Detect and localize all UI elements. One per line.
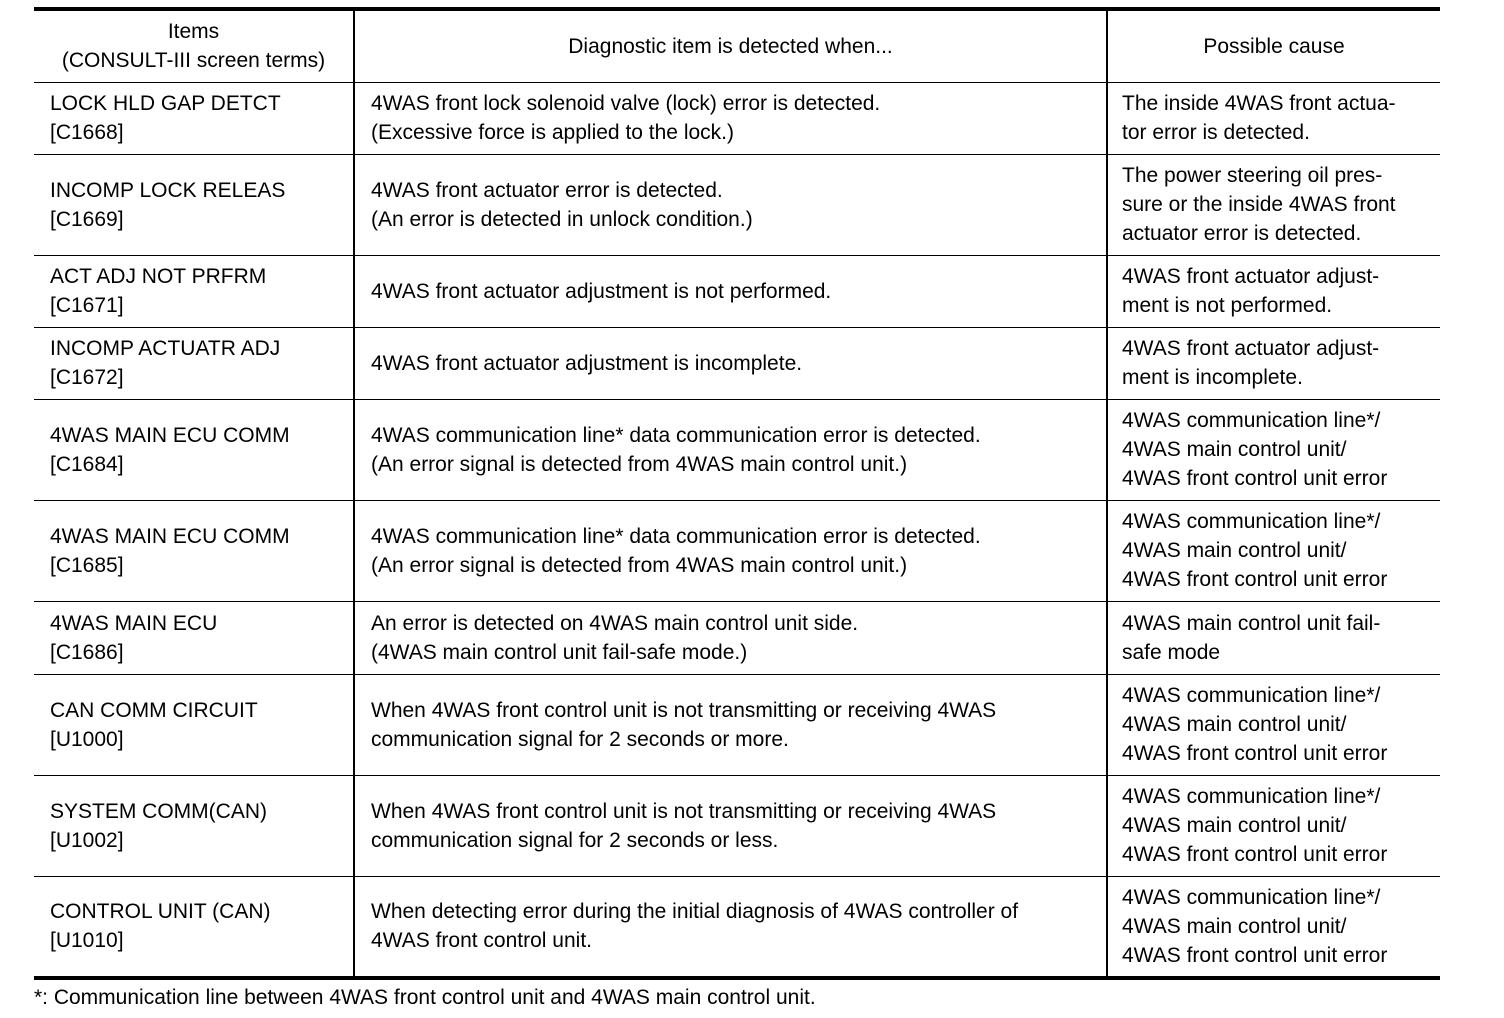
condition-line: communication signal for 2 seconds or less. [371, 828, 779, 852]
cause-cell [1107, 775, 1440, 876]
cause-cell [1107, 674, 1440, 775]
condition-line: 4WAS front actuator adjustment is incomplete. [371, 351, 803, 375]
condition-line: 4WAS front actuator adjustment is not performed. [371, 279, 832, 303]
condition-cell [354, 876, 1107, 978]
condition-cell [354, 399, 1107, 500]
item-cell [34, 775, 354, 876]
item-code: [U1002] [50, 828, 124, 852]
item-cell [34, 399, 354, 500]
header-items [34, 9, 354, 82]
cause-line: 4WAS main control unit/ [1122, 713, 1347, 736]
cause-line: 4WAS main control unit/ [1122, 438, 1347, 461]
cause-line: 4WAS front control unit error [1122, 568, 1388, 591]
cause-line: sure or the inside 4WAS front [1122, 193, 1396, 216]
item-name: 4WAS MAIN ECU COMM [50, 524, 290, 548]
item-name: INCOMP LOCK RELEAS [50, 178, 286, 202]
item-cell [34, 154, 354, 255]
header-possible-cause: Possible cause [1107, 9, 1440, 82]
cause-line: 4WAS communication line*/ [1122, 684, 1381, 707]
condition-line: (An error is detected in unlock condition.) [371, 207, 753, 231]
cause-cell [1107, 601, 1440, 674]
condition-line: An error is detected on 4WAS main control unit side. [371, 611, 859, 635]
condition-line: 4WAS communication line* data communication error is detected. [371, 524, 981, 548]
table-header [34, 9, 1440, 82]
cause-line: 4WAS main control unit/ [1122, 539, 1347, 562]
cause-line: 4WAS front control unit error [1122, 467, 1388, 490]
cause-line: 4WAS front control unit error [1122, 843, 1388, 866]
table-row [34, 876, 1440, 978]
item-name: CAN COMM CIRCUIT [50, 698, 258, 722]
cause-cell [1107, 399, 1440, 500]
item-cell [34, 500, 354, 601]
condition-line: 4WAS front actuator error is detected. [371, 178, 723, 202]
item-code: [U1010] [50, 929, 124, 953]
cause-cell [1107, 327, 1440, 399]
cause-line: The inside 4WAS front actua- [1122, 92, 1396, 115]
header-items-line2: (CONSULT-III screen terms) [61, 49, 326, 73]
cause-cell [1107, 255, 1440, 327]
condition-cell [354, 775, 1107, 876]
table-row [34, 601, 1440, 674]
item-code: [C1672] [50, 366, 124, 389]
table-row [34, 674, 1440, 775]
cause-line: 4WAS main control unit/ [1122, 914, 1347, 938]
cause-cell [1107, 154, 1440, 255]
item-name: 4WAS MAIN ECU COMM [50, 423, 290, 447]
item-name: CONTROL UNIT (CAN) [50, 900, 271, 924]
condition-cell [354, 154, 1107, 255]
item-cell [34, 82, 354, 154]
condition-cell [354, 500, 1107, 601]
condition-line: 4WAS front control unit. [371, 929, 592, 953]
item-cell [34, 674, 354, 775]
cause-line: 4WAS front actuator adjust- [1122, 337, 1380, 360]
cause-line: 4WAS main control unit/ [1122, 814, 1347, 837]
header-items-line1: Items [167, 20, 220, 44]
condition-cell [354, 255, 1107, 327]
item-cell [34, 601, 354, 674]
diagnosis-table [34, 7, 1440, 980]
condition-line: (Excessive force is applied to the lock.) [371, 121, 734, 144]
table-row [34, 399, 1440, 500]
condition-line: When 4WAS front control unit is not transmitting or receiving 4WAS [371, 698, 997, 722]
item-code: [U1000] [50, 727, 124, 751]
condition-line: (An error signal is detected from 4WAS main control unit.) [371, 452, 908, 476]
cause-line: 4WAS front actuator adjust- [1122, 265, 1380, 288]
cause-line: 4WAS communication line*/ [1122, 885, 1381, 909]
cause-line: 4WAS communication line*/ [1122, 785, 1381, 808]
cause-line: safe mode [1122, 640, 1221, 664]
condition-line: (An error signal is detected from 4WAS main control unit.) [371, 553, 908, 577]
item-name: LOCK HLD GAP DETCT [50, 92, 281, 115]
item-code: [C1685] [50, 553, 124, 577]
footnote: *: Communication line between 4WAS front control unit and 4WAS main control unit. [34, 986, 816, 1009]
condition-cell [354, 601, 1107, 674]
condition-line: When 4WAS front control unit is not transmitting or receiving 4WAS [371, 799, 997, 823]
item-code: [C1684] [50, 452, 124, 476]
cause-line: tor error is detected. [1122, 121, 1310, 144]
cause-line: 4WAS front control unit error [1122, 742, 1388, 765]
condition-line: 4WAS front lock solenoid valve (lock) error is detected. [371, 92, 881, 115]
table-row [34, 775, 1440, 876]
table-row [34, 327, 1440, 399]
item-name: ACT ADJ NOT PRFRM [50, 265, 267, 288]
cause-cell [1107, 876, 1440, 978]
cause-cell [1107, 82, 1440, 154]
item-name: INCOMP ACTUATR ADJ [50, 337, 281, 360]
condition-cell [354, 327, 1107, 399]
table-row [34, 500, 1440, 601]
cause-line: 4WAS communication line*/ [1122, 510, 1381, 533]
cause-line: actuator error is detected. [1122, 222, 1362, 245]
item-name: SYSTEM COMM(CAN) [50, 799, 267, 823]
header-detected-when: Diagnostic item is detected when... [354, 9, 1107, 82]
table-row [34, 154, 1440, 255]
condition-line: communication signal for 2 seconds or more. [371, 727, 789, 751]
cause-line: 4WAS communication line*/ [1122, 409, 1381, 432]
item-cell [34, 255, 354, 327]
header-row [34, 9, 1440, 82]
item-code: [C1668] [50, 121, 124, 144]
cause-line: The power steering oil pres- [1122, 164, 1383, 187]
condition-line: When detecting error during the initial diagnosis of 4WAS controller of [371, 900, 1019, 924]
cause-line: 4WAS main control unit fail- [1122, 611, 1381, 635]
condition-line: (4WAS main control unit fail-safe mode.) [371, 640, 748, 664]
cause-line: 4WAS front control unit error [1122, 943, 1388, 967]
condition-cell [354, 82, 1107, 154]
item-code: [C1686] [50, 640, 124, 664]
item-code: [C1669] [50, 207, 124, 231]
item-cell [34, 327, 354, 399]
table-row [34, 255, 1440, 327]
cause-line: ment is incomplete. [1122, 366, 1303, 389]
table-body [34, 82, 1440, 978]
cause-line: ment is not performed. [1122, 294, 1333, 317]
condition-cell [354, 674, 1107, 775]
item-code: [C1671] [50, 294, 124, 317]
table-row [34, 82, 1440, 154]
cause-cell [1107, 500, 1440, 601]
condition-line: 4WAS communication line* data communication error is detected. [371, 423, 981, 447]
item-name: 4WAS MAIN ECU [50, 611, 218, 635]
item-cell [34, 876, 354, 978]
